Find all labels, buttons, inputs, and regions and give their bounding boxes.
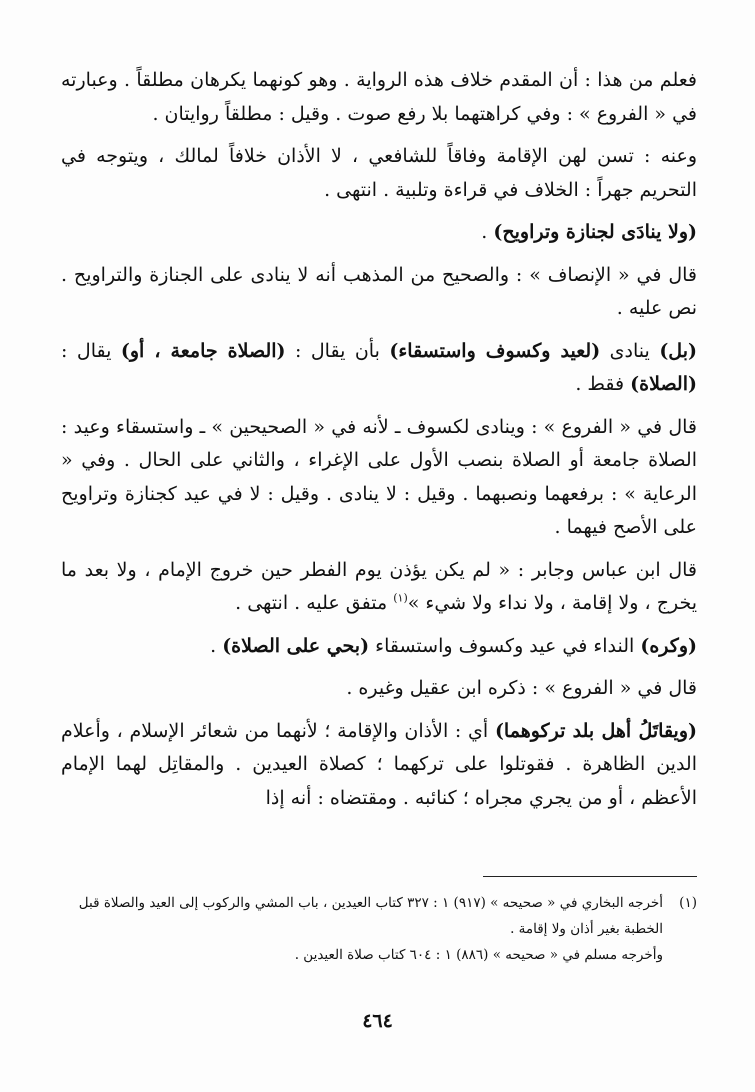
main-text (61, 64, 697, 824)
paragraph (61, 216, 697, 250)
sharh-text: . (481, 221, 494, 243)
paragraph (61, 335, 697, 402)
matn-text: (لعيد وكسوف واستسقاء) (389, 339, 601, 362)
paragraph (61, 64, 697, 131)
paragraph (61, 672, 697, 706)
footnote-line: وأخرجه مسلم في « صحيحه » (٨٨٦) ١ : ٦٠٤ كتاب صلاة العيدين . (294, 947, 663, 963)
sharh-text: أي : الأذان والإقامة ؛ لأنهما من شعائر الإسلام ، وأعلام الدين الظاهرة . فقوتلوا على تركهما ؛ كصلاة العيدين . والمقاتِل لهما الإمام الأعظم ، أو من يجري مجراه ؛ كنائبه . ومقتضاه : أنه إذا (61, 719, 697, 809)
paragraph (61, 715, 697, 816)
paragraph (61, 630, 697, 664)
footnote-line: أخرجه البخاري في « صحيحه » (٩١٧) ١ : ٣٢٧ كتاب العيدين ، باب المشي والركوب إلى العيد والصلاة قبل الخطبة بغير أذان ولا إقامة . (78, 895, 663, 937)
sharh-text: . (210, 634, 223, 657)
paragraph (61, 554, 697, 621)
sharh-text: متفق عليه . انتهى . (235, 592, 394, 614)
sharh-text: يقال : (61, 339, 121, 362)
matn-text: (وكره) (640, 634, 697, 657)
matn-text: (ويقاتَلُ أهل بلد تركوهما) (494, 719, 698, 742)
page-number: ٤٦٤ (362, 1010, 393, 1032)
paragraph (61, 140, 697, 207)
sharh-text: قال ابن عباس وجابر : « لم يكن يؤذن يوم الفطر حين خروج الإمام ، ولا بعد ما يخرج ، ولا إقامة ، ولا نداء ولا شيء » (61, 558, 697, 614)
matn-text: (ولا ينادَى لجنازة وتراويح) (493, 221, 697, 243)
sharh-text: قال في « الفروع » : ذكره ابن عقيل وغيره . (346, 677, 697, 699)
footnote-body (61, 890, 663, 968)
matn-text: (الصلاة جامعة ، أو) (120, 339, 286, 362)
footnotes (61, 890, 697, 968)
footnote (61, 890, 697, 968)
matn-text: (بحي على الصلاة) (222, 634, 370, 657)
matn-text: (بل) (659, 339, 697, 362)
matn-text: (الصلاة) (630, 373, 697, 395)
sharh-text: قال في « الفروع » : وينادى لكسوف ـ لأنه في « الصحيحين » ـ واستسقاء وعيد : الصلاة جامعة أو الصلاة بنصب الأول على الإغراء ، والثاني على الحال . وفي « الرعاية » : برفعهما ونصبهما . وقيل : لا ينادى . وقيل : لا في عيد كجنازة وتراويح على الأصح فيهما . (61, 415, 697, 538)
sharh-text: وعنه : تسن لهن الإقامة وفاقاً للشافعي ، لا الأذان خلافاً لمالك ، ويتوجه في التحريم جهراً : الخلاف في قراءة وتلبية . انتهى . (61, 145, 697, 201)
paragraph (61, 411, 697, 545)
sharh-text: النداء في عيد وكسوف واستسقاء (369, 634, 641, 657)
paragraph (61, 259, 697, 326)
sharh-text: فعلم من هذا : أن المقدم خلاف هذه الرواية . وهو كونهما يكرهان مطلقاً . وعبارته في « الفروع » : وفي كراهتهما بلا رفع صوت . وقيل : مطلقاً روايتان . (61, 69, 697, 125)
sharh-text: قال في « الإنصاف » : والصحيح من المذهب أنه لا ينادى على الجنازة والتراويح . نص عليه . (61, 263, 697, 319)
footnote-ref: (١) (393, 591, 408, 605)
footnote-number: (١) (679, 895, 697, 911)
footnote-separator (483, 876, 697, 877)
sharh-text: فقط . (575, 373, 631, 395)
sharh-text: بأن يقال : (285, 339, 390, 362)
sharh-text: ينادى (600, 339, 660, 362)
